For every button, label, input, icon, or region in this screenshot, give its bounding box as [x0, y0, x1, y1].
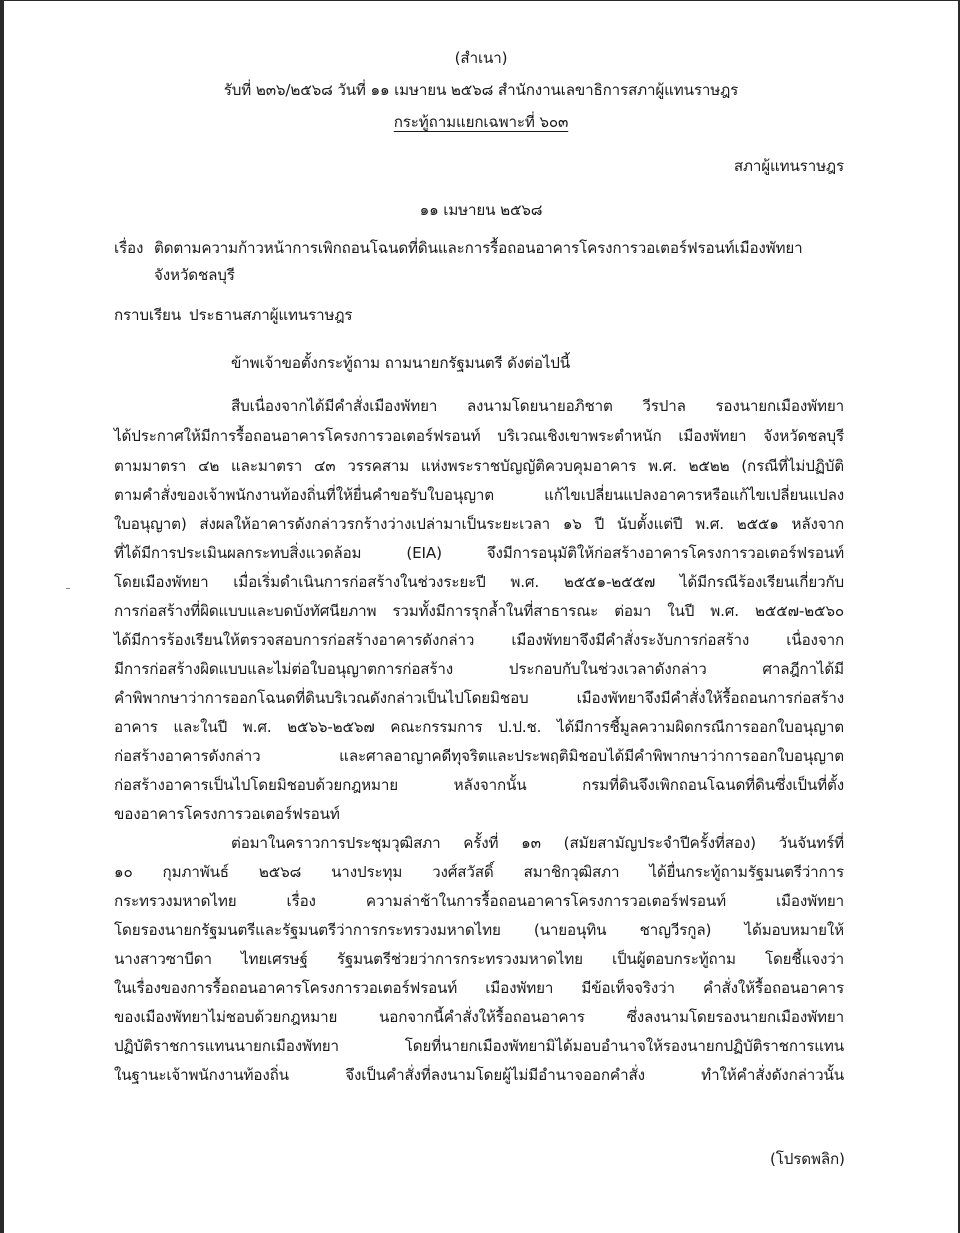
intro-text: ข้าพเจ้าขอตั้งกระทู้ถาม ถามนายกรัฐมนตรี ดังต่อไปนี้ — [231, 354, 570, 372]
copy-label: (สำเนา) — [454, 49, 508, 67]
body-line: ของอาคารโครงการวอเตอร์ฟรอนท์ — [114, 805, 340, 823]
body-line: การก่อสร้างที่ผิดแบบและบดบังทัศนียภาพ รวมทั้งมีการรุกล้ำในที่สาธารณะ ต่อมา ในปี พ.ศ. ๒๕๕๗-๒๕๖๐ — [114, 602, 844, 620]
salutation-recipient: ประธานสภาผู้แทนราษฎร — [189, 306, 353, 324]
body-line: ที่ได้มีการประเมินผลกระทบสิ่งแวดล้อม (EIA) จึงมีการอนุมัติให้ก่อสร้างอาคารโครงการวอเตอร์ฟรอนท์ — [114, 544, 844, 562]
body-line: ได้มีการร้องเรียนให้ตรวจสอบการก่อสร้างอาคารดังกล่าว เมืองพัทยาจึงมีคำสั่งระงับการก่อสร้าง เนื่องจาก — [114, 631, 844, 649]
receipt-line: รับที่ ๒๓๖/๒๕๖๘ วันที่ ๑๑ เมษายน ๒๕๖๘ สำนักงานเลขาธิการสภาผู้แทนราษฎร — [223, 81, 739, 99]
subject-line-1: ติดตามความก้าวหน้าการเพิกถอนโฉนดที่ดินและการรื้อถอนอาคารโครงการวอเตอร์ฟรอนท์เมืองพัทยา — [154, 239, 803, 257]
body-line: นางสาวซาบีดา ไทยเศรษฐ์ รัฐมนตรีช่วยว่าการกระทรวงมหาดไทย เป็นผู้ตอบกระทู้ถาม โดยชี้แจงว่า — [114, 950, 844, 968]
body-line: คำพิพากษาว่าการออกโฉนดที่ดินบริเวณดังกล่าวเป็นไปโดยมิชอบ เมืองพัทยาจึงมีคำสั่งให้รื้อถอนการก่อสร้าง — [114, 689, 844, 707]
body-line: ต่อมาในคราวการประชุมวุฒิสภา ครั้งที่ ๑๓ (สมัยสามัญประจำปีครั้งที่สอง) วันจันทร์ที่ — [231, 834, 844, 852]
turn-over-note: (โปรดพลิก) — [770, 1150, 845, 1168]
body-line: ก่อสร้างอาคารเป็นไปโดยมิชอบด้วยกฎหมาย หลังจากนั้น กรมที่ดินจึงเพิกถอนโฉนดที่ดินซึ่งเป็นที่ตั้ง — [114, 776, 844, 794]
body-line: ได้ประกาศให้มีการรื้อถอนอาคารโครงการวอเตอร์ฟรอนท์ บริเวณเชิงเขาพระตำหนัก เมืองพัทยา จังหวัดชลบุรี — [114, 427, 844, 445]
salutation-label: กราบเรียน — [114, 306, 181, 324]
body-line: มีการก่อสร้างผิดแบบและไม่ต่อใบอนุญาตการก่อสร้าง ประกอบกับในช่วงเวลาดังกล่าว ศาลฎีกาได้มี — [114, 660, 844, 678]
body-line: สืบเนื่องจากได้มีคำสั่งเมืองพัทยา ลงนามโดยนายอภิชาต วีรปาล รองนายกเมืองพัทยา — [231, 397, 844, 415]
body-line: ก่อสร้างอาคารดังกล่าว และศาลอาญาคดีทุจริตและประพฤติมิชอบได้มีคำพิพากษาว่าการออกใบอนุญาต — [114, 747, 844, 765]
body-line: อาคาร และในปี พ.ศ. ๒๕๖๖-๒๕๖๗ คณะกรรมการ ป.ป.ช. ได้มีการชี้มูลความผิดกรณีการออกใบอนุญาต — [114, 718, 844, 736]
body-line: ตามคำสั่งของเจ้าพนักงานท้องถิ่นที่ให้ยื่นคำขอรับใบอนุญาต แก้ไขเปลี่ยนแปลงอาคารหรือแก้ไขเปลี่ยนแปลง — [114, 486, 844, 504]
sender: สภาผู้แทนราษฎร — [733, 157, 844, 175]
body-line: ของเมืองพัทยาไม่ชอบด้วยกฎหมาย นอกจากนี้คำสั่งให้รื้อถอนอาคาร ซึ่งลงนามโดยรองนายกเมืองพัทยา — [114, 1008, 844, 1026]
body-line: ในเรื่องของการรื้อถอนอาคารโครงการวอเตอร์ฟรอนท์ เมืองพัทยา มีข้อเท็จจริงว่า คำสั่งให้รื้อถอนอาคาร — [114, 979, 844, 997]
body-line: กระทรวงมหาดไทย เรื่อง ความล่าช้าในการรื้อถอนอาคารโครงการวอเตอร์ฟรอนท์ เมืองพัทยา — [114, 892, 844, 910]
scan-mark — [66, 588, 70, 589]
question-number: กระทู้ถามแยกเฉพาะที่ ๖๐๓ — [393, 113, 569, 131]
subject-label: เรื่อง — [114, 239, 144, 257]
body-line: ปฏิบัติราชการแทนนายกเมืองพัทยา โดยที่นายกเมืองพัทยามิได้มอบอำนาจให้รองนายกปฏิบัติราชการแทน — [114, 1037, 844, 1055]
subject-line-2: จังหวัดชลบุรี — [154, 266, 235, 284]
body-line: ๑๐ กุมภาพันธ์ ๒๕๖๘ นางประทุม วงศ์สวัสดิ์ สมาชิกวุฒิสภา ได้ยื่นกระทู้ถามรัฐมนตรีว่าการ — [114, 863, 844, 881]
body-line: โดยรองนายกรัฐมนตรีและรัฐมนตรีว่าการกระทรวงมหาดไทย (นายอนุทิน ชาญวีรกูล) ได้มอบหมายให้ — [114, 921, 844, 939]
body-line: ใบอนุญาต) ส่งผลให้อาคารดังกล่าวรกร้างว่างเปล่ามาเป็นระยะเวลา ๑๖ ปี นับตั้งแต่ปี พ.ศ. ๒๕๕๑ หลังจาก — [114, 515, 844, 533]
document-page — [4, 1, 958, 1233]
document-date: ๑๑ เมษายน ๒๕๖๘ — [419, 201, 543, 219]
body-line: ตามมาตรา ๔๒ และมาตรา ๔๓ วรรคสาม แห่งพระราชบัญญัติควบคุมอาคาร พ.ศ. ๒๕๒๒ (กรณีที่ไม่ปฏิบัติ — [114, 457, 844, 475]
body-line: ในฐานะเจ้าพนักงานท้องถิ่น จึงเป็นคำสั่งที่ลงนามโดยผู้ไม่มีอำนาจออกคำสั่ง ทำให้คำสั่งดังกล่าวนั้น — [114, 1066, 844, 1084]
body-line: โดยเมืองพัทยา เมื่อเริ่มดำเนินการก่อสร้างในช่วงระยะปี พ.ศ. ๒๕๕๑-๒๕๕๗ ได้มีกรณีร้องเรียนเกี่ยวกับ — [114, 573, 844, 591]
